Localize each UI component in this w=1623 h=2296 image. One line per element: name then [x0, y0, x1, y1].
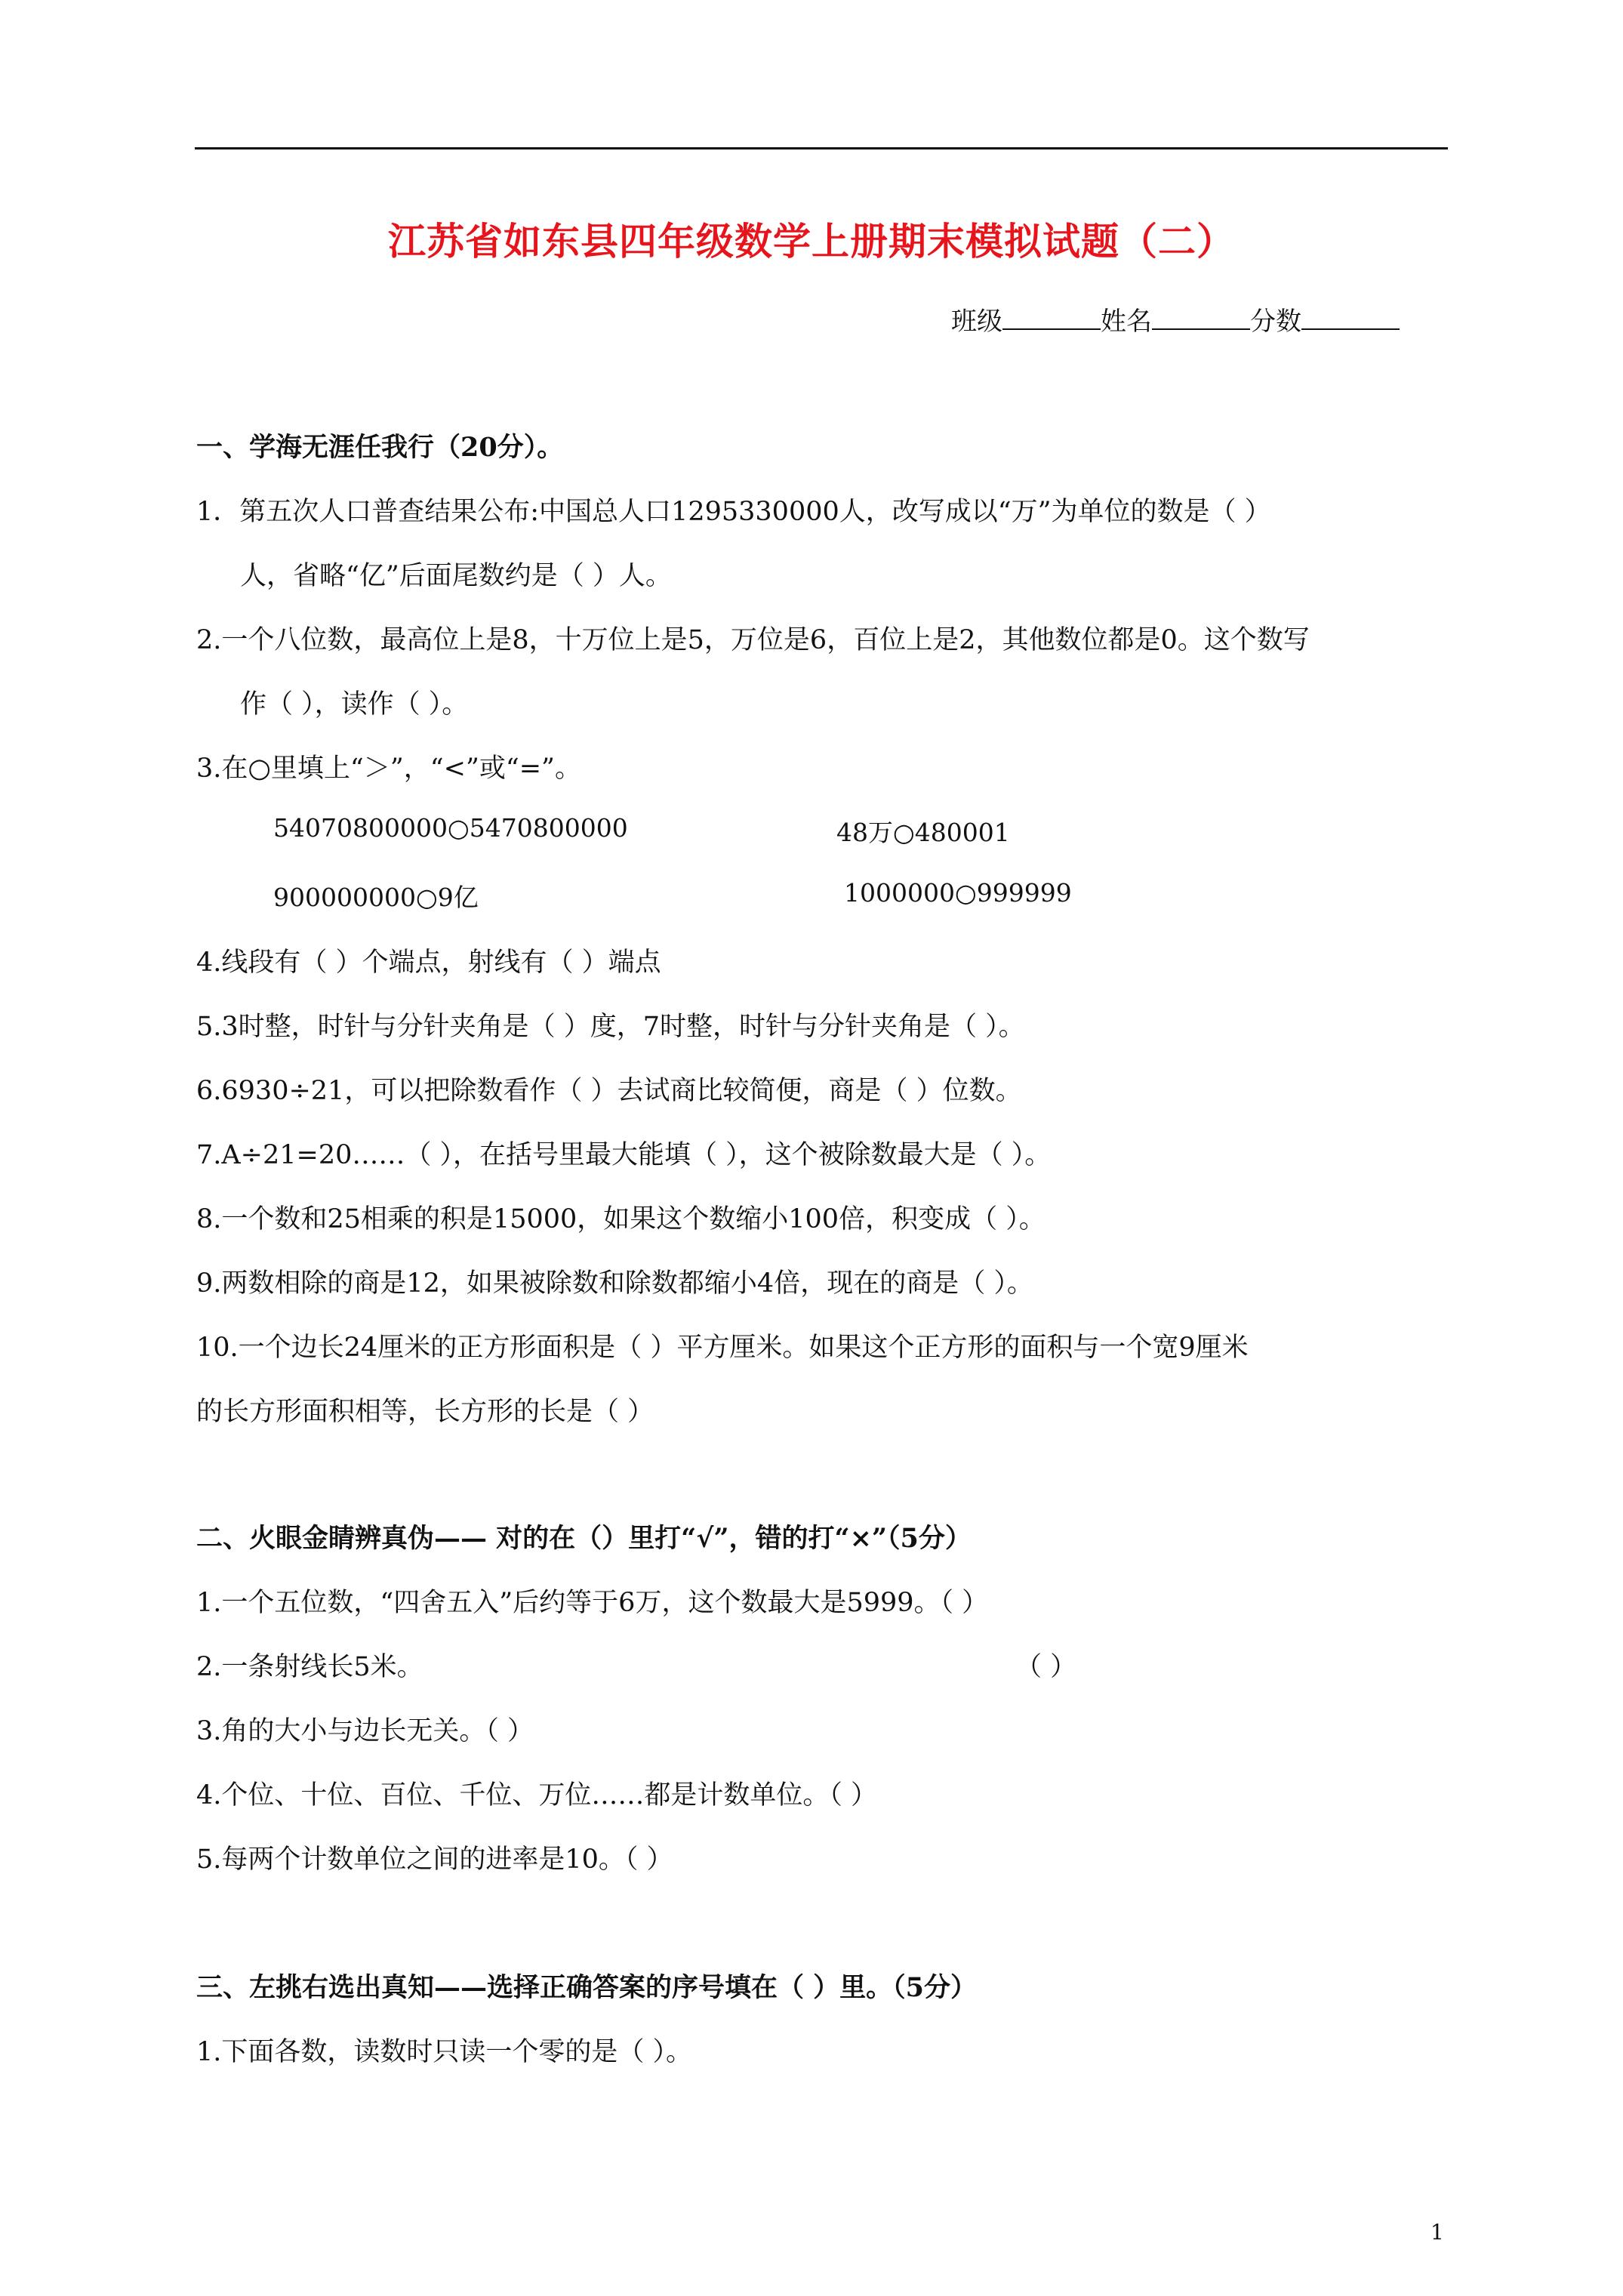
s1-q3: 3.在○里填上“＞”，“<”或“=”。 — [196, 754, 581, 784]
s1-compare-a: 54070800000○5470800000 — [273, 813, 628, 843]
s3-q1: 1.下面各数，读数时只读一个零的是（ ）。 — [196, 2037, 693, 2067]
s2-q3: 3.角的大小与边长无关。（ ） — [196, 1716, 534, 1746]
page-number: 1 — [1431, 2220, 1444, 2245]
s1-compare-d: 1000000○999999 — [844, 878, 1072, 908]
score-label: 分数 — [1250, 307, 1301, 337]
s1-compare-c: 900000000○9亿 — [273, 883, 479, 912]
class-label: 班级 — [951, 307, 1002, 337]
s2-q2-paren: （ ） — [1015, 1652, 1077, 1682]
s2-q2: 2.一条射线长5米。 — [196, 1652, 423, 1682]
class-blank[interactable] — [1002, 306, 1101, 330]
section2-heading: 二、火眼金睛辨真伪—— 对的在（）里打“√”，错的打“×”（5分） — [196, 1523, 972, 1554]
s2-q4: 4.个位、十位、百位、千位、万位……都是计数单位。（ ） — [196, 1780, 878, 1811]
s1-q1-line2: 人，省略“亿”后面尾数约是（ ）人。 — [240, 561, 672, 591]
s2-q5: 5.每两个计数单位之间的进率是10。（ ） — [196, 1845, 673, 1875]
s2-q1: 1.一个五位数，“四舍五入”后约等于6万，这个数最大是5999。（ ） — [196, 1588, 989, 1618]
s1-q10-line1: 10.一个边长24厘米的正方形面积是（ ）平方厘米。如果这个正方形的面积与一个宽9厘米 — [196, 1333, 1249, 1363]
exam-title: 江苏省如东县四年级数学上册期末模拟试题（二） — [388, 219, 1235, 264]
score-blank[interactable] — [1301, 306, 1400, 330]
s1-q1-line1: 1．第五次人口普查结果公布:中国总人口1295330000人，改写成以“万”为单位的数是（ ） — [196, 497, 1271, 527]
name-label: 姓名 — [1101, 307, 1152, 337]
section3-heading: 三、左挑右选出真知——选择正确答案的序号填在（ ）里。（5分） — [196, 1972, 978, 2003]
s1-q5: 5.3时整，时针与分针夹角是（ ）度，7时整，时针与分针夹角是（ ）。 — [196, 1012, 1025, 1042]
s1-q4: 4.线段有（ ）个端点，射线有（ ）端点 — [196, 948, 661, 978]
s1-q2-line2: 作（ ），读作（ ）。 — [240, 689, 469, 720]
section1-heading: 一、学海无涯任我行（20分）。 — [196, 432, 564, 463]
name-blank[interactable] — [1152, 306, 1250, 330]
s1-q7: 7.A÷21=20……（ ），在括号里最大能填（ ），这个被除数最大是（ ）。 — [196, 1140, 1052, 1170]
s1-q2-line1: 2.一个八位数，最高位上是8，十万位上是5，万位是6，百位上是2，其他数位都是0。这个数写 — [196, 625, 1310, 655]
s1-q9: 9.两数相除的商是12，如果被除数和除数都缩小4倍，现在的商是（ ）。 — [196, 1268, 1033, 1299]
s1-compare-b: 48万○480001 — [836, 818, 1010, 847]
s1-q8: 8.一个数和25相乘的积是15000，如果这个数缩小100倍，积变成（ ）。 — [196, 1204, 1046, 1234]
s1-q6: 6.6930÷21，可以把除数看作（ ）去试商比较简便，商是（ ）位数。 — [196, 1076, 1022, 1106]
s1-q10-line2: 的长方形面积相等，长方形的长是（ ） — [196, 1397, 654, 1427]
header-rule — [195, 147, 1448, 149]
student-info-line — [951, 300, 1400, 337]
